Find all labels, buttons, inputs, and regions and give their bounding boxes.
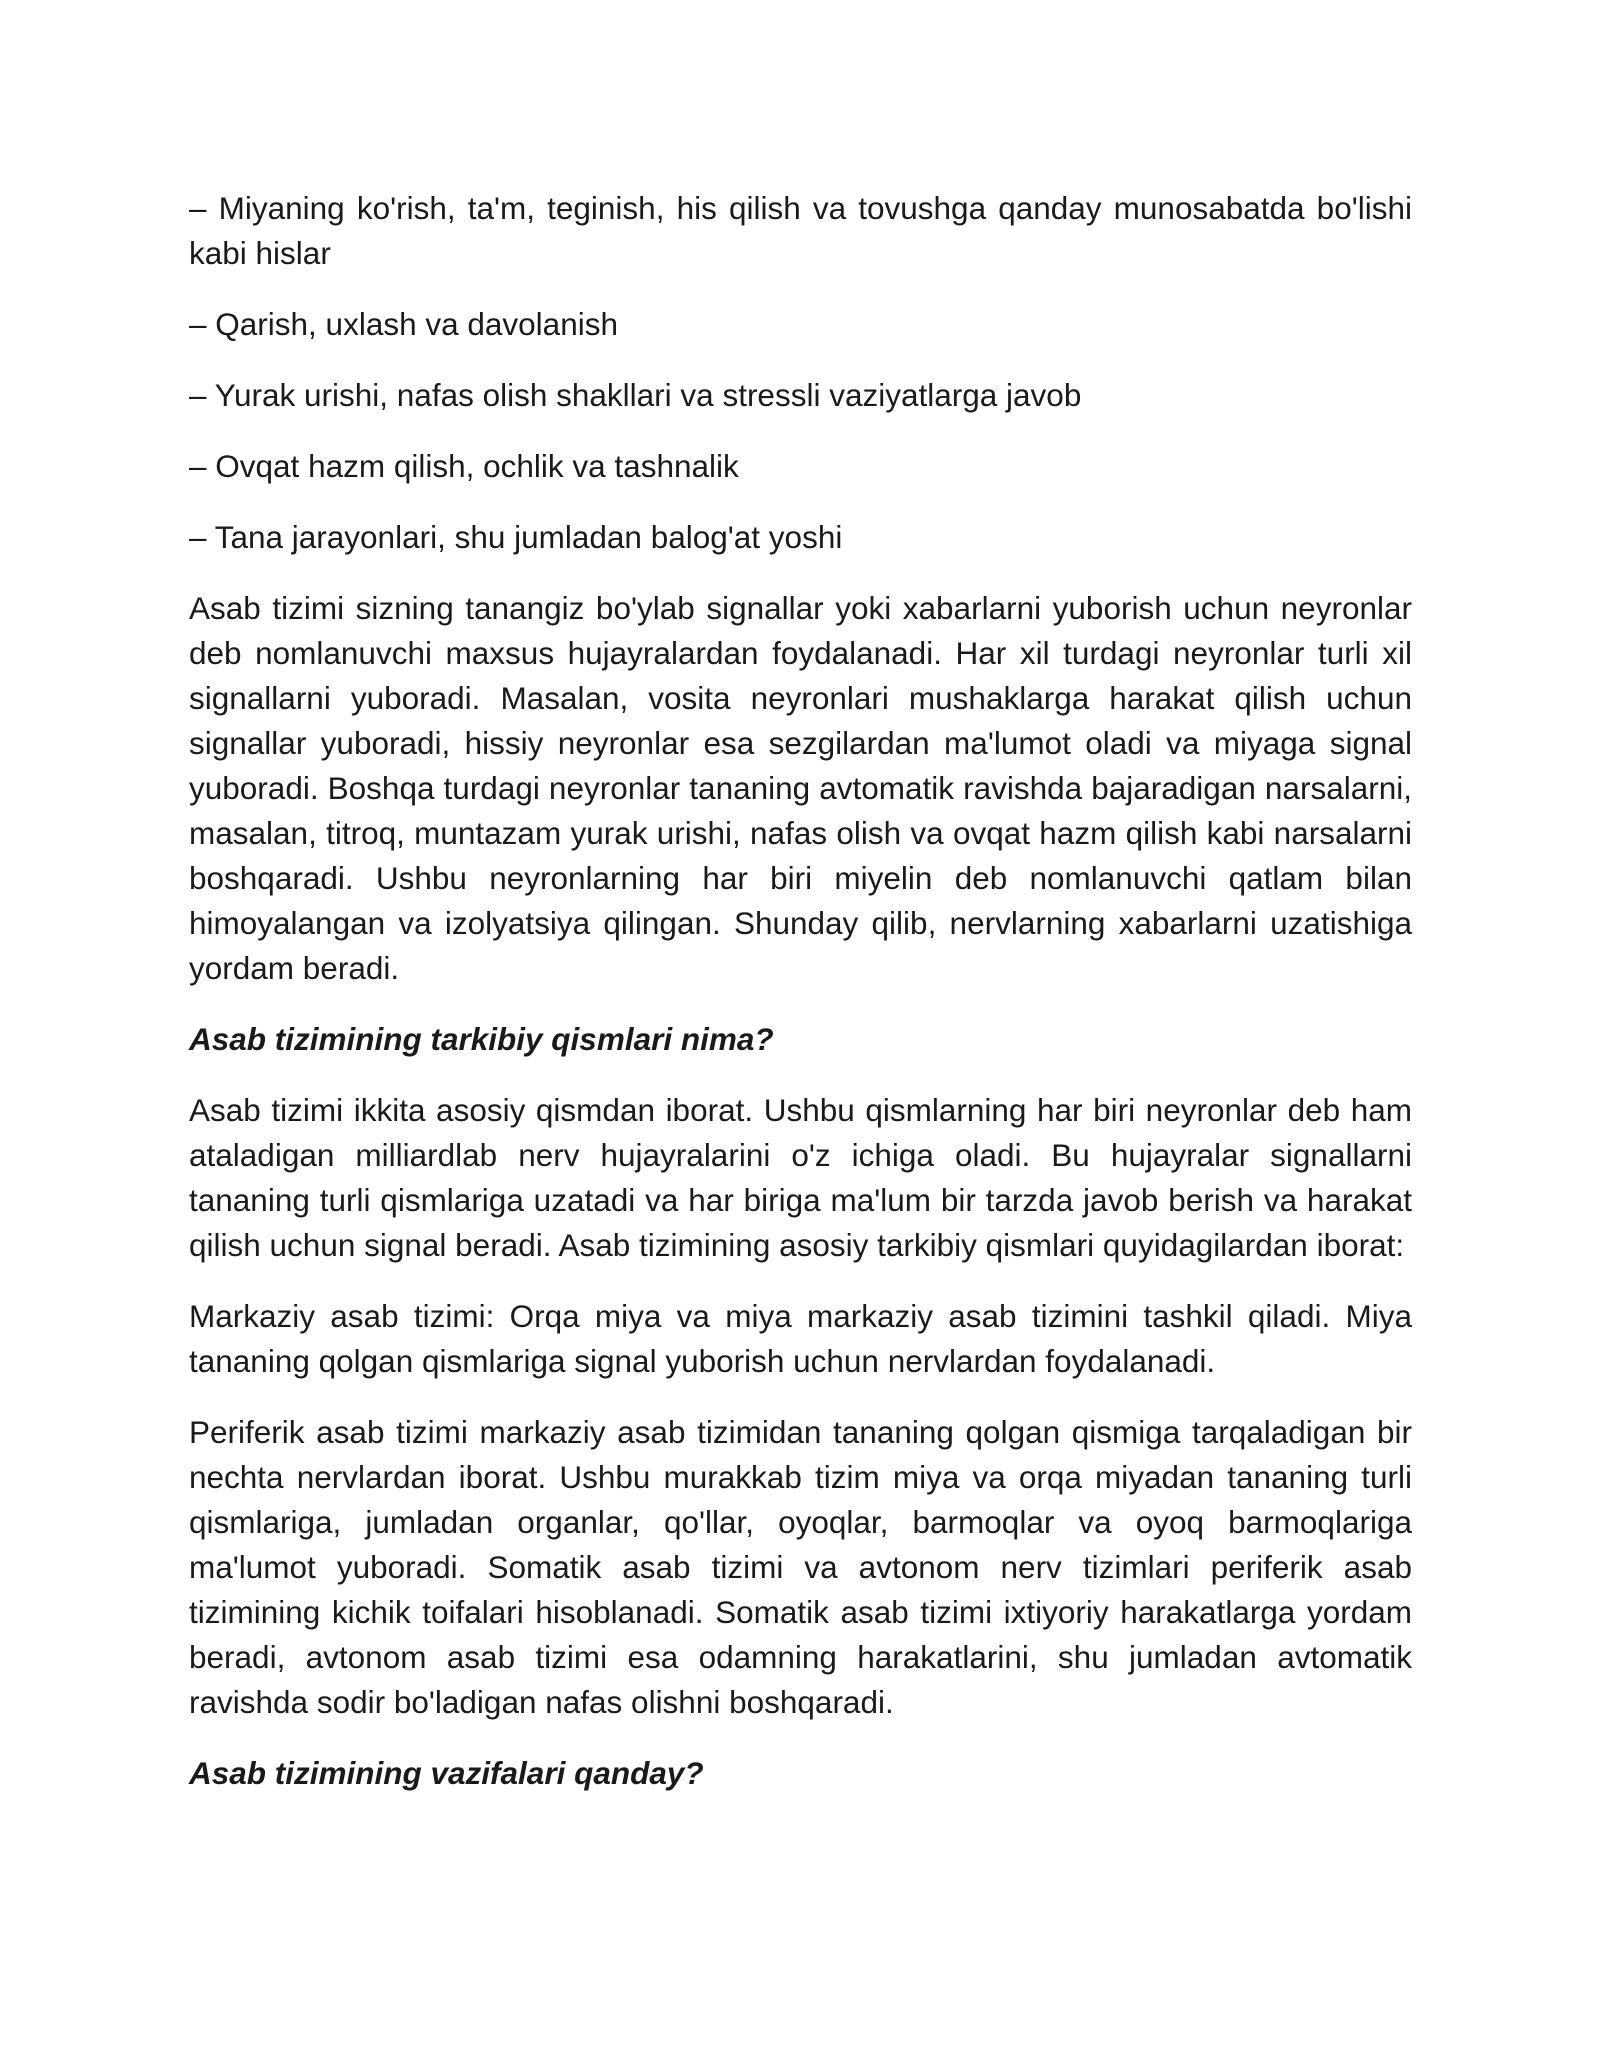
bullet-aging-sleep: – Qarish, uxlash va davolanish	[189, 306, 618, 342]
document-page	[189, 186, 1412, 1822]
heading-components: Asab tizimining tarkibiy qismlari nima?	[189, 1021, 774, 1057]
bullet-digestion: – Ovqat hazm qilish, ochlik va tashnalik	[189, 448, 739, 484]
bullet-body-processes: – Tana jarayonlari, shu jumladan balog'at yoshi	[189, 519, 843, 555]
paragraph-peripheral-nervous-system: Periferik asab tizimi markaziy asab tizimidan tananing qolgan qismiga tarqaladigan bir nechta nervlardan iborat. Ushbu murakkab tizim miya va orqa miyadan tananing turli qismlariga, jumladan organlar, qo'llar, oyoqlar, barmoqlar va oyoq barmoqlariga ma'lumot yuboradi. Somatik asab tizimi va avtonom nerv tizimlari periferik asab tizimining kichik toifalari hisoblanadi. Somatik asab tizimi ixtiyoriy harakatlarga yordam beradi, avtonom asab tizimi esa odamning harakatlarini, shu jumladan avtomatik ravishda sodir bo'ladigan nafas olishni boshqaradi.	[189, 1414, 1412, 1720]
bullet-heartbeat: – Yurak urishi, nafas olish shakllari va stressli vaziyatlarga javob	[189, 377, 1082, 413]
paragraph-neurons: Asab tizimi sizning tanangiz bo'ylab signallar yoki xabarlarni yuborish uchun neyronlar deb nomlanuvchi maxsus hujayralardan foydalanadi. Har xil turdagi neyronlar turli xil signallarni yuboradi. Masalan, vosita neyronlari mushaklarga harakat qilish uchun signallar yuboradi, hissiy neyronlar esa sezgilardan ma'lumot oladi va miyaga signal yuboradi. Boshqa turdagi neyronlar tananing avtomatik ravishda bajaradigan narsalarni, masalan, titroq, muntazam yurak urishi, nafas olish va ovqat hazm qilish kabi narsalarni boshqaradi. Ushbu neyronlarning har biri miyelin deb nomlanuvchi qatlam bilan himoyalangan va izolyatsiya qilingan. Shunday qilib, nervlarning xabarlarni uzatishiga yordam beradi.	[189, 590, 1412, 986]
heading-functions: Asab tizimining vazifalari qanday?	[189, 1755, 704, 1791]
paragraph-central-nervous-system: Markaziy asab tizimi: Orqa miya va miya markaziy asab tizimini tashkil qiladi. Miya tananing qolgan qismlariga signal yuborish uchun nervlardan foydalanadi.	[189, 1298, 1412, 1379]
paragraph-components: Asab tizimi ikkita asosiy qismdan iborat. Ushbu qismlarning har biri neyronlar deb ham ataladigan milliardlab nerv hujayralarini o'z ichiga oladi. Bu hujayralar signallarni tananing turli qismlariga uzatadi va har biriga ma'lum bir tarzda javob berish va harakat qilish uchun signal beradi. Asab tizimining asosiy tarkibiy qismlari quyidagilardan iborat:	[189, 1092, 1412, 1263]
bullet-senses: – Miyaning ko'rish, ta'm, teginish, his qilish va tovushga qanday munosabatda bo'lishi kabi hislar	[189, 190, 1412, 271]
